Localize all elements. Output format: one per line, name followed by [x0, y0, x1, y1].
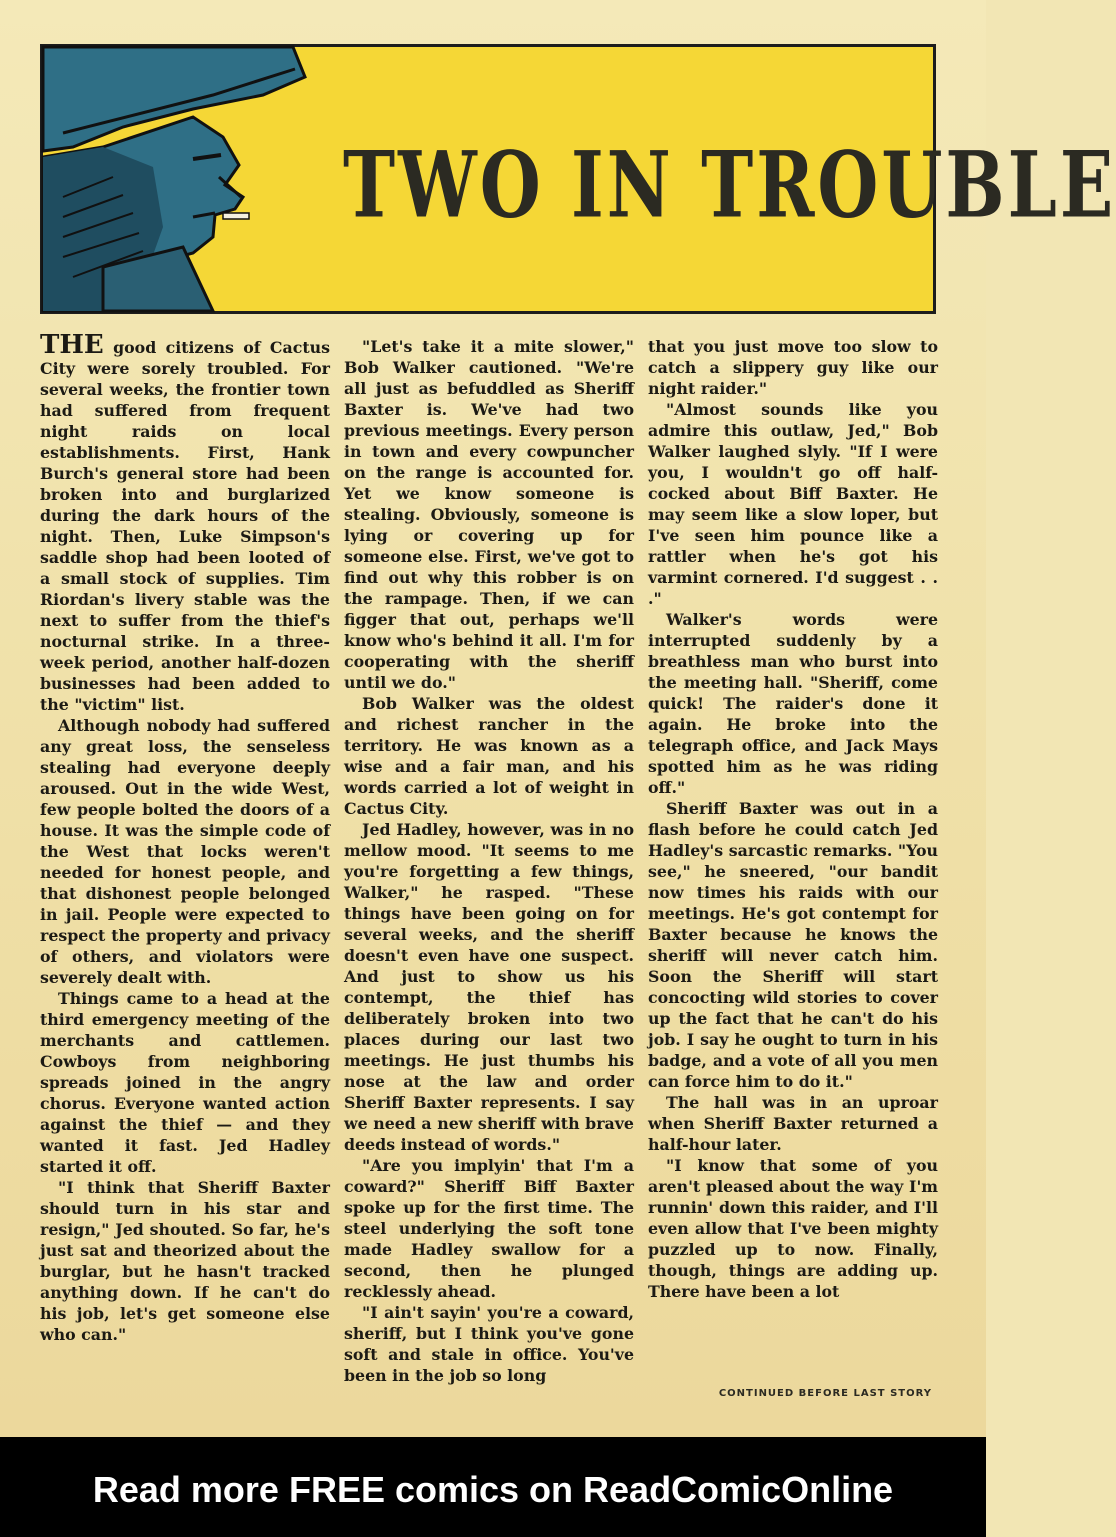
footer-banner[interactable] — [0, 1437, 986, 1537]
title-banner — [40, 44, 1116, 314]
story-text — [40, 330, 938, 1385]
paragraph-text: good citizens of Cactus City were sorely troubled. For several weeks, the frontier town had suffered from frequent night raids on local establishments. First, Hank Burch's general store had been broken into and burglarized during the dark hours of the night. Then, Luke Simpson's saddle shop had been looted of a small stock of supplies. Tim Riordan's livery stable was the next to suffer from the thief's nocturnal strike. In a three-week period, another half-dozen businesses had been added to the "victim" list. — [40, 338, 330, 714]
paragraph: Jed Hadley, however, was in no mellow mood. "It seems to me you're forgetting a few things, Walker," he rasped. "These things have been going on for several weeks, and the sheriff doesn't even have one suspect. And just to show us his contempt, the thief has deliberately broken into two places during our last two meetings. He just thumbs his nose at the law and order Sheriff Baxter represents. I say we need a new sheriff with brave deeds instead of words." — [344, 820, 634, 1154]
paragraph: "Almost sounds like you admire this outlaw, Jed," Bob Walker laughed slyly. "If I were you, I wouldn't go off half-cocked about Biff Baxter. He may seem like a slow loper, but I've seen him pounce like a rattler when he's got his varmint cornered. I'd suggest . . ." — [648, 400, 938, 608]
paragraph: Walker's words were interrupted suddenly by a breathless man who burst into the meeting hall. "Sheriff, come quick! The raider's done it again. He broke into the telegraph office, and Jack Mays spotted him as he was riding off." — [648, 610, 938, 797]
continued-note: CONTINUED BEFORE LAST STORY — [718, 1388, 932, 1399]
column-3 — [648, 336, 938, 1302]
paragraph: that you just move too slow to catch a slippery guy like our night raider." — [648, 337, 938, 398]
story-title: TWO IN TROUBLE — [343, 130, 1116, 239]
paragraph: Sheriff Baxter was out in a flash before he could catch Jed Hadley's sarcastic remarks. "You see," he sneered, "our bandit now times his raids with our meetings. He's got contempt for Baxter because he knows the sheriff will never catch him. Soon the Sheriff will start concocting wild stories to cover up the fact that he can't do his job. I say he ought to turn in his badge, and a vote of all you men can force him to do it." — [648, 799, 938, 1091]
paragraph: Although nobody had suffered any great loss, the senseless stealing had everyone deeply aroused. Out in the wide West, few people bolted the doors of a house. It was the simple code of the West that locks weren't needed for honest people, and that dishonest people belonged in jail. People were expected to respect the property and privacy of others, and violators were severely dealt with. — [40, 716, 330, 987]
paragraph: Bob Walker was the oldest and richest rancher in the territory. He was known as a wise and a fair man, and his words carried a lot of weight in Cactus City. — [344, 694, 634, 818]
paragraph: Things came to a head at the third emergency meeting of the merchants and cattlemen. Cowboys from neighboring spreads joined in the angry chorus. Everyone wanted action against the thief — and they wanted it fast. Jed Hadley started it off. — [40, 989, 330, 1176]
paragraph: "I ain't sayin' you're a coward, sheriff, but I think you've gone soft and stale in office. You've been in the job so long — [344, 1303, 634, 1385]
column-1 — [40, 330, 330, 1345]
paragraph: "I think that Sheriff Baxter should turn in his star and resign," Jed shouted. So far, he's just sat and theorized about the burglar, but he hasn't tracked anything down. If he can't do his job, let's get someone else who can." — [40, 1178, 330, 1344]
paragraph — [40, 330, 330, 715]
drop-cap: THE — [40, 330, 104, 360]
cowboy-illustration — [43, 47, 333, 311]
paragraph: "I know that some of you aren't pleased about the way I'm runnin' down this raider, and I'll even allow that I've been mighty puzzled up to now. Finally, though, things are adding up. There have been a lot — [648, 1156, 938, 1301]
paragraph: "Let's take it a mite slower," Bob Walker cautioned. "We're all just as befuddled as Sheriff Baxter is. We've had two previous meetings. Every person in town and every cowpuncher on the range is accounted for. Yet we know someone is stealing. Obviously, someone is lying or covering up for someone else. First, we've got to find out why this robber is on the rampage. Then, if we can figger that out, perhaps we'll know who's behind it all. I'm for cooperating with the sheriff until we do." — [344, 337, 634, 692]
paragraph: The hall was in an uproar when Sheriff Baxter returned a half-hour later. — [648, 1093, 938, 1154]
paragraph: "Are you implyin' that I'm a coward?" Sheriff Biff Baxter spoke up for the first time. The steel underlying the soft tone made Hadley swallow for a second, then he plunged recklessly ahead. — [344, 1156, 634, 1301]
column-2 — [344, 336, 634, 1386]
footer-link-text[interactable]: Read more FREE comics on ReadComicOnline — [92, 1469, 894, 1510]
